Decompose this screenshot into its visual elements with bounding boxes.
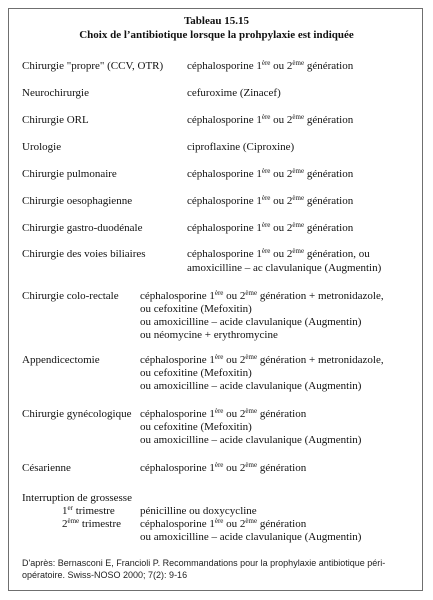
row-label: Chirurgie ORL: [22, 114, 89, 126]
trimester-label: 1er trimestre: [62, 504, 115, 517]
row-value-line: ou amoxicilline – acide clavulanique (Augmentin): [140, 380, 362, 392]
row-value: céphalosporine 1ère ou 2ème génération + metronidazole,: [140, 289, 384, 302]
row-value-line: ou cefoxitine (Mefoxitin): [140, 303, 252, 315]
row-label: Chirurgie colo-rectale: [22, 290, 119, 302]
row-value-line: amoxicilline – ac clavulanique (Augmentin): [187, 262, 382, 274]
row-value: céphalosporine 1ère ou 2ème génération: [140, 407, 307, 420]
row-label: Neurochirurgie: [22, 87, 89, 99]
row-value: céphalosporine 1ère ou 2ème génération: [187, 113, 354, 126]
table-subtitle: Choix de l’antibiotique lorsque la prohpylaxie est indiquée: [79, 29, 354, 41]
row-label: Chirurgie "propre" (CCV, OTR): [22, 60, 164, 72]
row-label: Interruption de grossesse: [22, 492, 132, 504]
trimester-label: 2ème trimestre: [62, 517, 122, 530]
row-value-line: ou cefoxitine (Mefoxitin): [140, 421, 252, 433]
row-value-line: ou amoxicilline – acide clavulanique (Augmentin): [140, 434, 362, 446]
row-value-line: ou cefoxitine (Mefoxitin): [140, 367, 252, 379]
citation-line: opératoire. Swiss-NOSO 2000; 7(2): 9-16: [22, 570, 188, 580]
row-value: céphalosporine 1ère ou 2ème génération, ou: [187, 247, 370, 260]
row-value-line: ou amoxicilline – acide clavulanique (Augmentin): [140, 316, 362, 328]
row-label: Urologie: [22, 141, 62, 153]
row-value: céphalosporine 1ère ou 2ème génération: [187, 59, 354, 72]
row-value: céphalosporine 1ère ou 2ème génération: [187, 221, 354, 234]
row-label: Chirurgie oesophagienne: [22, 195, 133, 207]
row-label: Appendicectomie: [22, 354, 100, 366]
citation: [22, 557, 417, 581]
row-value-line: ou amoxicilline – acide clavulanique (Augmentin): [140, 531, 362, 543]
row-value: céphalosporine 1ère ou 2ème génération + metronidazole,: [140, 353, 384, 366]
row-label: Chirurgie des voies biliaires: [22, 248, 146, 260]
row-label: Chirurgie gynécologique: [22, 408, 132, 420]
row-value: céphalosporine 1ère ou 2ème génération: [187, 194, 354, 207]
row-value: céphalosporine 1ère ou 2ème génération: [140, 517, 307, 530]
table-title: Tableau 15.15: [183, 15, 249, 27]
row-label: Chirurgie pulmonaire: [22, 168, 117, 180]
row-value: céphalosporine 1ère ou 2ème génération: [140, 461, 307, 474]
row-value: céphalosporine 1ère ou 2ème génération: [187, 167, 354, 180]
row-value-line: ou néomycine + erythromycine: [140, 329, 278, 341]
row-value: ciproflaxine (Ciproxine): [187, 141, 295, 153]
row-value: pénicilline ou doxycycline: [140, 505, 257, 517]
row-value: cefuroxime (Zinacef): [187, 87, 281, 99]
row-label: Césarienne: [22, 462, 71, 474]
citation-line: D'après: Bernasconi E, Francioli P. Recommandations pour la prophylaxie antibiotique péri-: [22, 558, 386, 568]
row-label: Chirurgie gastro-duodénale: [22, 222, 143, 234]
